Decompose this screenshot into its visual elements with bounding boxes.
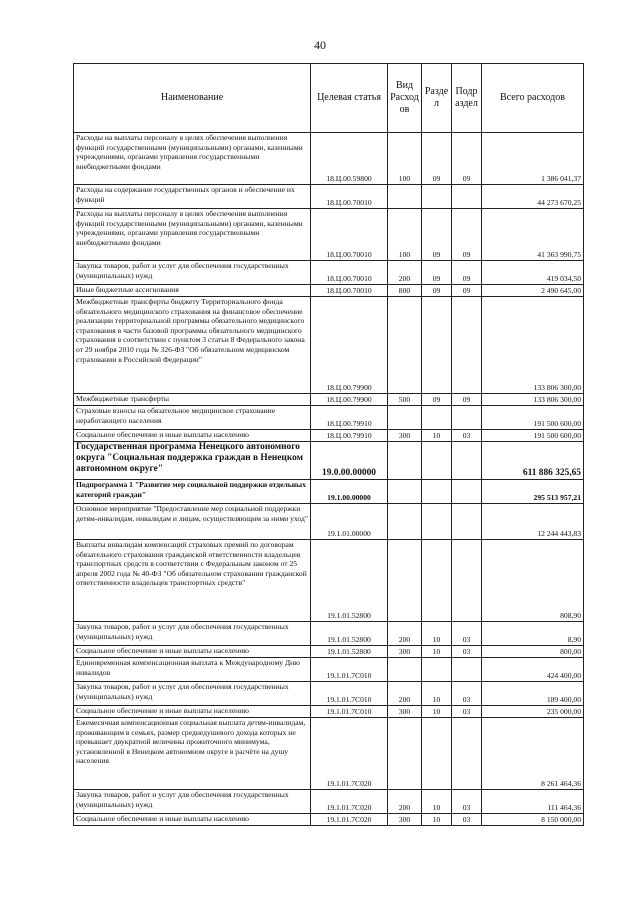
row-total-cell: 611 886 325,65 — [482, 442, 584, 480]
row-expense-type-cell — [388, 480, 422, 504]
row-name-cell: Расходы на выплаты персоналу в целях обеспечения выполнения функций государственными (муниципальными) органами, казенными учреждениями, органами управления государственными внебюджетными фондами — [74, 209, 311, 261]
row-subsection-cell — [452, 442, 482, 480]
row-expense-type-cell — [388, 540, 422, 622]
row-subsection-cell — [452, 480, 482, 504]
budget-table — [73, 63, 584, 826]
row-name-cell: Межбюджетные трансферты бюджету Территориального фонда обязательного медицинского страхования на финансовое обеспечение реализации территориальной программы обязательного медицинского страхования в части базовой программы обязательного медицинского страхования в соответствии с пунктом 3 статьи 8 Федерального закона от 29 ноября 2010 года № 326-ФЗ "Об обязательном медицинском страховании в Российской Федерации" — [74, 297, 311, 394]
row-target-code-cell: 19.1.01.52800 — [311, 622, 388, 646]
row-subsection-cell — [452, 185, 482, 209]
table-row — [74, 480, 584, 504]
table-row — [74, 540, 584, 622]
row-section-cell — [422, 406, 452, 430]
row-section-cell — [422, 658, 452, 682]
row-total-cell: 44 273 670,25 — [482, 185, 584, 209]
row-subsection-cell: 09 — [452, 261, 482, 285]
row-target-code-cell: 18.Ц.00.79910 — [311, 406, 388, 430]
row-section-cell — [422, 718, 452, 790]
row-section-cell: 10 — [422, 706, 452, 718]
table-row — [74, 285, 584, 297]
row-total-cell: 111 464,36 — [482, 790, 584, 814]
row-target-code-cell: 19.1.01.7С010 — [311, 682, 388, 706]
row-total-cell: 424 400,00 — [482, 658, 584, 682]
table-header-row — [74, 64, 584, 133]
table-row — [74, 646, 584, 658]
table-row — [74, 622, 584, 646]
row-expense-type-cell: 200 — [388, 261, 422, 285]
row-subsection-cell: 03 — [452, 622, 482, 646]
table-row — [74, 209, 584, 261]
row-target-code-cell: 18.Ц.00.79910 — [311, 430, 388, 442]
row-section-cell: 10 — [422, 646, 452, 658]
row-section-cell — [422, 297, 452, 394]
header-total: Всего расходов — [482, 64, 584, 133]
row-total-cell: 191 500 600,00 — [482, 430, 584, 442]
row-name-cell: Расходы на выплаты персоналу в целях обеспечения выполнения функций государственными (муниципальными) органами, казенными учреждениями, органами управления государственными внебюджетными фондами — [74, 133, 311, 185]
row-target-code-cell: 19.0.00.00000 — [311, 442, 388, 480]
row-expense-type-cell — [388, 297, 422, 394]
table-row — [74, 406, 584, 430]
row-name-cell: Иные бюджетные ассигнования — [74, 285, 311, 297]
row-name-cell: Социальное обеспечение и иные выплаты населению — [74, 646, 311, 658]
row-expense-type-cell — [388, 406, 422, 430]
table-row — [74, 706, 584, 718]
row-subsection-cell: 03 — [452, 706, 482, 718]
table-row — [74, 297, 584, 394]
table-row — [74, 430, 584, 442]
row-name-cell: Социальное обеспечение и иные выплаты населению — [74, 706, 311, 718]
row-subsection-cell: 03 — [452, 646, 482, 658]
row-section-cell: 09 — [422, 285, 452, 297]
row-total-cell: 1 386 041,37 — [482, 133, 584, 185]
row-name-cell: Государственная программа Ненецкого автономного округа "Социальная поддержка граждан в Ненецком автономном округе" — [74, 442, 311, 480]
row-section-cell — [422, 540, 452, 622]
row-name-cell: Ежемесячная компенсационная социальная выплата детям-инвалидам, проживающим в семьях, размер среднедушевого дохода которых не превышает двукратной величины прожиточного минимума, установленной в Ненецком автономном округе в расчёте на душу населения — [74, 718, 311, 790]
row-name-cell: Основное мероприятие "Предоставление мер социальной поддержки детям-инвалидам, инвалидам и лицам, осуществляющим за ними уход" — [74, 504, 311, 540]
row-subsection-cell: 03 — [452, 430, 482, 442]
table-row — [74, 718, 584, 790]
row-target-code-cell: 19.1.01.7С020 — [311, 790, 388, 814]
row-section-cell — [422, 480, 452, 504]
row-section-cell: 10 — [422, 430, 452, 442]
row-expense-type-cell: 200 — [388, 622, 422, 646]
row-subsection-cell — [452, 540, 482, 622]
row-total-cell: 295 513 957,21 — [482, 480, 584, 504]
row-total-cell: 2 490 645,00 — [482, 285, 584, 297]
row-target-code-cell: 18.Ц.00.70010 — [311, 261, 388, 285]
row-expense-type-cell: 300 — [388, 430, 422, 442]
row-total-cell: 8,90 — [482, 622, 584, 646]
row-section-cell: 09 — [422, 261, 452, 285]
row-subsection-cell — [452, 406, 482, 430]
row-section-cell: 09 — [422, 133, 452, 185]
row-section-cell — [422, 185, 452, 209]
row-name-cell: Социальное обеспечение и иные выплаты населению — [74, 814, 311, 826]
header-subsection: Подр аздел — [452, 64, 482, 133]
row-section-cell: 10 — [422, 622, 452, 646]
table-row — [74, 442, 584, 480]
row-name-cell: Расходы на содержание государственных органов и обеспечение их функций — [74, 185, 311, 209]
row-expense-type-cell: 100 — [388, 209, 422, 261]
row-subsection-cell: 09 — [452, 133, 482, 185]
row-expense-type-cell: 800 — [388, 285, 422, 297]
row-subsection-cell: 09 — [452, 394, 482, 406]
header-section: Разде л — [422, 64, 452, 133]
row-subsection-cell — [452, 504, 482, 540]
table-row — [74, 790, 584, 814]
table-row — [74, 133, 584, 185]
row-section-cell: 10 — [422, 814, 452, 826]
row-section-cell — [422, 442, 452, 480]
row-section-cell: 10 — [422, 790, 452, 814]
row-total-cell: 133 806 300,00 — [482, 297, 584, 394]
row-expense-type-cell: 200 — [388, 682, 422, 706]
row-target-code-cell: 19.1.01.7С010 — [311, 706, 388, 718]
table-body — [74, 133, 584, 826]
row-expense-type-cell — [388, 185, 422, 209]
row-expense-type-cell: 100 — [388, 133, 422, 185]
row-name-cell: Социальное обеспечение и иные выплаты населению — [74, 430, 311, 442]
row-subsection-cell: 09 — [452, 285, 482, 297]
row-expense-type-cell: 500 — [388, 394, 422, 406]
row-subsection-cell: 09 — [452, 209, 482, 261]
row-subsection-cell — [452, 297, 482, 394]
table-row — [74, 394, 584, 406]
row-target-code-cell: 18.Ц.00.70010 — [311, 209, 388, 261]
row-target-code-cell: 19.1.01.52800 — [311, 646, 388, 658]
row-expense-type-cell: 300 — [388, 646, 422, 658]
header-expense-type: Вид Расход ов — [388, 64, 422, 133]
row-section-cell: 09 — [422, 209, 452, 261]
header-name: Наименование — [74, 64, 311, 133]
row-target-code-cell: 19.1.00.00000 — [311, 480, 388, 504]
row-target-code-cell: 18.Ц.00.59800 — [311, 133, 388, 185]
row-total-cell: 8 261 464,36 — [482, 718, 584, 790]
row-subsection-cell: 03 — [452, 682, 482, 706]
row-name-cell: Закупка товаров, работ и услуг для обеспечения государственных (муниципальных) нужд — [74, 261, 311, 285]
row-name-cell: Закупка товаров, работ и услуг для обеспечения государственных (муниципальных) нужд — [74, 622, 311, 646]
table-row — [74, 504, 584, 540]
row-expense-type-cell: 300 — [388, 706, 422, 718]
row-name-cell: Страховые взносы на обязательное медицинское страхование неработающего населения — [74, 406, 311, 430]
row-section-cell — [422, 504, 452, 540]
row-name-cell: Единовременная компенсационная выплата к Международному Дню инвалидов — [74, 658, 311, 682]
row-expense-type-cell — [388, 718, 422, 790]
row-target-code-cell: 18.Ц.00.70010 — [311, 285, 388, 297]
row-total-cell: 189 400,00 — [482, 682, 584, 706]
row-expense-type-cell: 200 — [388, 790, 422, 814]
row-name-cell: Закупка товаров, работ и услуг для обеспечения государственных (муниципальных) нужд — [74, 790, 311, 814]
row-target-code-cell: 18.Ц.00.70010 — [311, 185, 388, 209]
row-expense-type-cell — [388, 658, 422, 682]
table-row — [74, 658, 584, 682]
table-row — [74, 185, 584, 209]
page-number: 40 — [314, 38, 326, 52]
row-total-cell: 800,00 — [482, 646, 584, 658]
table-row — [74, 814, 584, 826]
row-name-cell: Закупка товаров, работ и услуг для обеспечения государственных (муниципальных) нужд — [74, 682, 311, 706]
row-total-cell: 191 500 600,00 — [482, 406, 584, 430]
row-total-cell: 12 244 443,83 — [482, 504, 584, 540]
row-name-cell: Выплаты инвалидам компенсаций страховых премий по договорам обязательного страхования гражданской ответственности владельцев транспортных средств в соответствии с Федеральным законом от 25 апреля 2002 года № 40-ФЗ "Об обязательном страховании гражданской ответственности владельцев транспортных средств" — [74, 540, 311, 622]
row-total-cell: 41 363 990,75 — [482, 209, 584, 261]
row-subsection-cell: 03 — [452, 790, 482, 814]
row-total-cell: 8 150 000,00 — [482, 814, 584, 826]
row-target-code-cell: 19.1.01.52800 — [311, 540, 388, 622]
row-total-cell: 235 000,00 — [482, 706, 584, 718]
row-name-cell: Подпрограмма 1 "Развитие мер социальной поддержки отдельных категорий граждан" — [74, 480, 311, 504]
table-row — [74, 682, 584, 706]
row-subsection-cell — [452, 658, 482, 682]
header-target: Целевая статья — [311, 64, 388, 133]
row-target-code-cell: 19.1.01.7С020 — [311, 718, 388, 790]
row-section-cell: 10 — [422, 682, 452, 706]
table-row — [74, 261, 584, 285]
row-total-cell: 419 034,50 — [482, 261, 584, 285]
row-target-code-cell: 19.1.01.00000 — [311, 504, 388, 540]
row-target-code-cell: 18.Ц.00.79900 — [311, 394, 388, 406]
row-total-cell: 133 806 300,00 — [482, 394, 584, 406]
row-subsection-cell: 03 — [452, 814, 482, 826]
row-section-cell: 09 — [422, 394, 452, 406]
row-total-cell: 808,90 — [482, 540, 584, 622]
row-target-code-cell: 19.1.01.7С010 — [311, 658, 388, 682]
row-subsection-cell — [452, 718, 482, 790]
row-expense-type-cell — [388, 442, 422, 480]
row-target-code-cell: 19.1.01.7С020 — [311, 814, 388, 826]
row-target-code-cell: 18.Ц.00.79900 — [311, 297, 388, 394]
row-expense-type-cell: 300 — [388, 814, 422, 826]
row-name-cell: Межбюджетные трансферты — [74, 394, 311, 406]
row-expense-type-cell — [388, 504, 422, 540]
